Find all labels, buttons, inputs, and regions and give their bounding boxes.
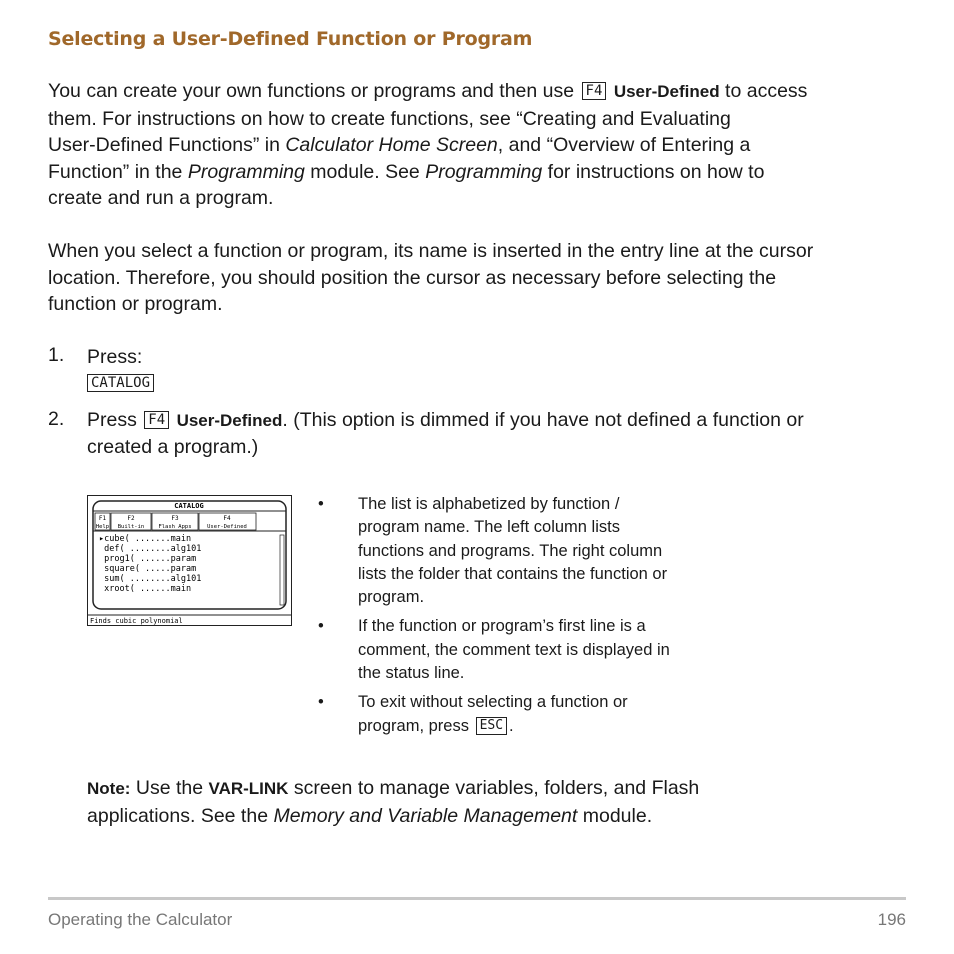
text: The list is alphabetized by function / bbox=[358, 495, 620, 513]
calc-status-line: Finds cubic polynomial bbox=[90, 617, 183, 625]
bullet-item bbox=[318, 493, 718, 609]
note-label: Note: bbox=[87, 779, 131, 798]
text: functions and programs. The right column bbox=[358, 541, 663, 560]
text: comment, the comment text is displayed in bbox=[358, 640, 670, 659]
catalog-key: CATALOG bbox=[87, 374, 154, 392]
calc-row: sum( ........alg101 bbox=[99, 574, 202, 584]
text: program, press bbox=[358, 716, 469, 735]
text: Press bbox=[87, 409, 137, 431]
step-number: 2. bbox=[48, 408, 65, 430]
bullet-icon: • bbox=[318, 495, 324, 513]
text: User-Defined Functions” in bbox=[48, 134, 286, 157]
step-2 bbox=[87, 407, 804, 461]
page-number: 196 bbox=[877, 910, 906, 929]
text: them. For instructions on how to create functions, see “Creating and Evaluating bbox=[48, 107, 731, 130]
second-paragraph bbox=[48, 238, 908, 318]
intro-paragraph bbox=[48, 78, 908, 212]
tab-f4-label: User-Defined bbox=[207, 524, 247, 530]
text: to access bbox=[725, 80, 808, 102]
text: program. bbox=[358, 588, 425, 607]
link-calculator-home-screen: Calculator Home Screen bbox=[285, 134, 498, 157]
tab-f1-label: Help bbox=[95, 524, 110, 530]
footer-rule bbox=[48, 897, 906, 900]
text: , and “Overview of Entering a bbox=[497, 134, 751, 157]
section-heading: Selecting a User-Defined Function or Program bbox=[48, 28, 533, 50]
text: created a program.) bbox=[87, 436, 259, 458]
text: module. bbox=[577, 804, 653, 827]
bullet-icon: • bbox=[318, 693, 324, 712]
text: the status line. bbox=[358, 664, 465, 683]
text: function or program. bbox=[48, 293, 223, 316]
text: . (This option is dimmed if you have not defined a function or bbox=[282, 409, 804, 431]
step-1 bbox=[87, 344, 142, 371]
tab-f3-key: F3 bbox=[171, 515, 179, 522]
footer-section-title: Operating the Calculator bbox=[48, 910, 233, 929]
tab-f2-key: F2 bbox=[127, 515, 135, 522]
calc-title: CATALOG bbox=[174, 502, 204, 510]
bullet-item bbox=[318, 691, 718, 738]
text: location. Therefore, you should position the cursor as necessary before selecting the bbox=[48, 266, 777, 289]
calc-row: prog1( ......param bbox=[99, 554, 197, 564]
note bbox=[87, 775, 907, 829]
text: module. See bbox=[304, 160, 426, 183]
user-defined-menu: User-Defined bbox=[613, 82, 720, 101]
text: screen to manage variables, folders, and Flash bbox=[288, 777, 700, 799]
bullet-item bbox=[318, 615, 718, 685]
text: lists the folder that contains the function or bbox=[358, 564, 668, 583]
text: applications. See the bbox=[87, 804, 274, 827]
text: create and run a program. bbox=[48, 187, 274, 210]
text: Press: bbox=[87, 346, 143, 368]
f4-key: F4 bbox=[144, 411, 169, 429]
var-link-label: VAR-LINK bbox=[208, 779, 289, 798]
step-number: 1. bbox=[48, 344, 65, 366]
esc-key: ESC bbox=[476, 717, 507, 735]
link-memory-variable-management: Memory and Variable Management bbox=[273, 804, 578, 827]
link-programming: Programming bbox=[187, 160, 305, 183]
calc-row: xroot( ......main bbox=[99, 584, 192, 594]
bullet-icon: • bbox=[318, 617, 324, 636]
user-defined-menu: User-Defined bbox=[176, 411, 283, 430]
text: for instructions on how to bbox=[542, 160, 765, 183]
text: Use the bbox=[130, 777, 209, 799]
bullet-list bbox=[318, 493, 718, 744]
text: If the function or program’s first line is a bbox=[358, 617, 646, 636]
tab-f3-label: Flash Apps bbox=[158, 524, 192, 530]
calc-row: square( .....param bbox=[99, 564, 197, 574]
calculator-screen bbox=[87, 495, 292, 626]
link-programming-2: Programming bbox=[425, 160, 543, 183]
calc-row: def( ........alg101 bbox=[99, 544, 202, 554]
text: You can create your own functions or programs and then use bbox=[48, 80, 575, 102]
calc-row: ▸cube( .......main bbox=[99, 534, 192, 544]
tab-f1-key: F1 bbox=[98, 515, 107, 522]
text: When you select a function or program, its name is inserted in the entry line at the cursor bbox=[48, 240, 814, 262]
text: program name. The left column lists bbox=[358, 518, 620, 537]
text: To exit without selecting a function or bbox=[358, 693, 628, 712]
tab-f2-label: Built-in bbox=[117, 524, 145, 530]
text: Function” in the bbox=[48, 160, 188, 183]
tab-f4-key: F4 bbox=[223, 515, 231, 522]
text: . bbox=[509, 716, 514, 735]
f4-key: F4 bbox=[582, 82, 607, 100]
